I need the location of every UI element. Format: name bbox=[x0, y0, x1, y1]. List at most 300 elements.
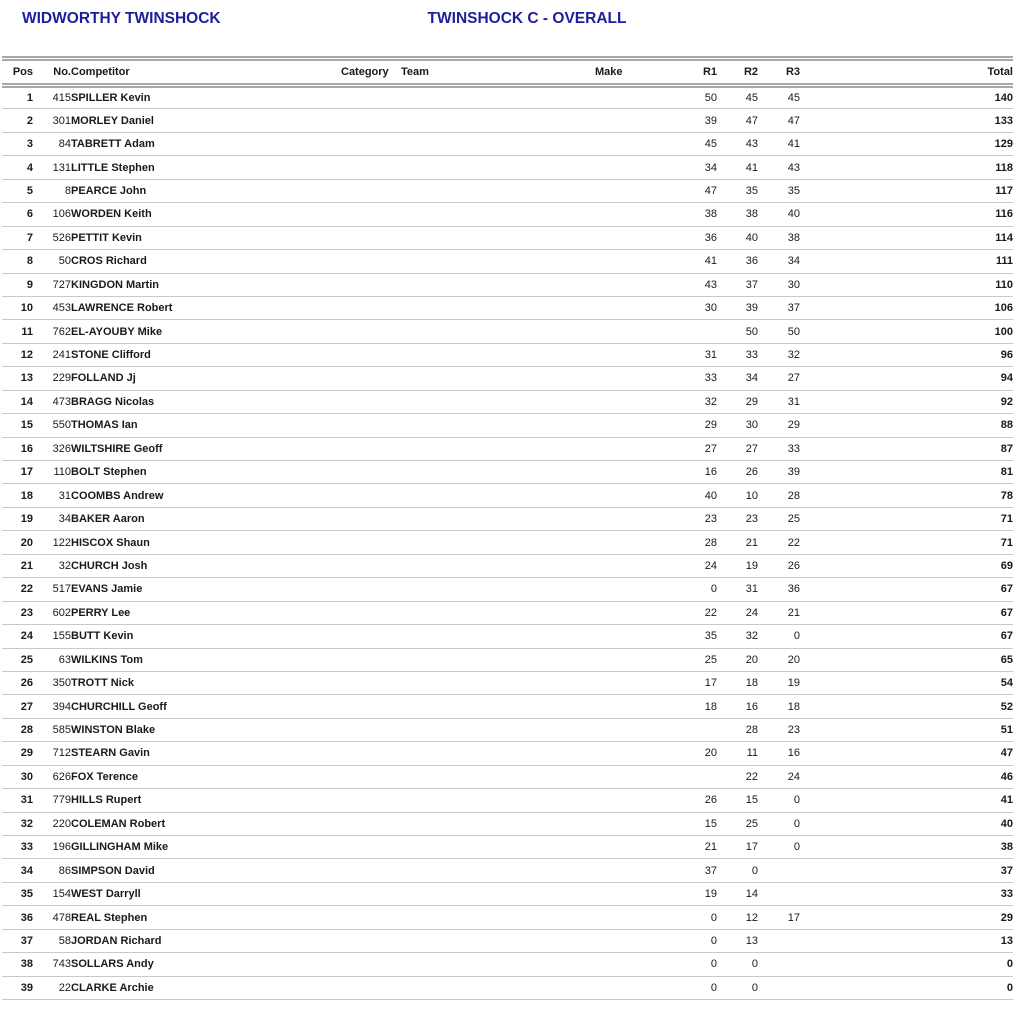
total-cell: 111 bbox=[800, 250, 1013, 273]
category-cell bbox=[341, 390, 401, 413]
r1-cell: 18 bbox=[660, 695, 717, 718]
pos-cell: 16 bbox=[2, 437, 33, 460]
r2-cell: 25 bbox=[717, 812, 758, 835]
table-row bbox=[2, 882, 1013, 905]
number-cell: 453 bbox=[33, 296, 71, 319]
pos-cell: 28 bbox=[2, 718, 33, 741]
r3-cell: 33 bbox=[758, 437, 800, 460]
pos-cell: 17 bbox=[2, 461, 33, 484]
category-cell bbox=[341, 414, 401, 437]
table-row bbox=[2, 859, 1013, 882]
total-cell: 116 bbox=[800, 203, 1013, 226]
column-header-r3: R3 bbox=[758, 59, 800, 86]
r2-cell: 17 bbox=[717, 836, 758, 859]
r3-cell: 37 bbox=[758, 296, 800, 319]
r3-cell: 26 bbox=[758, 554, 800, 577]
category-cell bbox=[341, 929, 401, 952]
r2-cell: 47 bbox=[717, 109, 758, 132]
competitor-cell: FOLLAND Jj bbox=[71, 367, 341, 390]
table-row bbox=[2, 226, 1013, 249]
make-cell bbox=[595, 836, 660, 859]
make-cell bbox=[595, 789, 660, 812]
competitor-cell: CHURCH Josh bbox=[71, 554, 341, 577]
table-row bbox=[2, 531, 1013, 554]
pos-cell: 30 bbox=[2, 765, 33, 788]
team-cell bbox=[401, 531, 595, 554]
table-row bbox=[2, 718, 1013, 741]
number-cell: 131 bbox=[33, 156, 71, 179]
number-cell: 743 bbox=[33, 953, 71, 976]
r2-cell: 16 bbox=[717, 695, 758, 718]
category-cell bbox=[341, 718, 401, 741]
r2-cell: 24 bbox=[717, 601, 758, 624]
r1-cell: 0 bbox=[660, 976, 717, 999]
pos-cell: 29 bbox=[2, 742, 33, 765]
pos-cell: 8 bbox=[2, 250, 33, 273]
r1-cell: 23 bbox=[660, 507, 717, 530]
pos-cell: 13 bbox=[2, 367, 33, 390]
table-row bbox=[2, 343, 1013, 366]
competitor-cell: CLARKE Archie bbox=[71, 976, 341, 999]
category-cell bbox=[341, 484, 401, 507]
total-cell: 100 bbox=[800, 320, 1013, 343]
competitor-cell: TABRETT Adam bbox=[71, 132, 341, 155]
r3-cell bbox=[758, 953, 800, 976]
r2-cell: 22 bbox=[717, 765, 758, 788]
category-cell bbox=[341, 648, 401, 671]
make-cell bbox=[595, 390, 660, 413]
make-cell bbox=[595, 671, 660, 694]
r3-cell: 25 bbox=[758, 507, 800, 530]
category-cell bbox=[341, 437, 401, 460]
total-cell: 114 bbox=[800, 226, 1013, 249]
r3-cell: 17 bbox=[758, 906, 800, 929]
category-cell bbox=[341, 554, 401, 577]
r3-cell: 0 bbox=[758, 836, 800, 859]
make-cell bbox=[595, 273, 660, 296]
team-cell bbox=[401, 156, 595, 179]
competitor-cell: SOLLARS Andy bbox=[71, 953, 341, 976]
pos-cell: 20 bbox=[2, 531, 33, 554]
make-cell bbox=[595, 812, 660, 835]
make-cell bbox=[595, 86, 660, 109]
make-cell bbox=[595, 625, 660, 648]
team-cell bbox=[401, 437, 595, 460]
table-row bbox=[2, 953, 1013, 976]
pos-cell: 33 bbox=[2, 836, 33, 859]
table-row bbox=[2, 648, 1013, 671]
pos-cell: 10 bbox=[2, 296, 33, 319]
total-cell: 0 bbox=[800, 976, 1013, 999]
pos-cell: 32 bbox=[2, 812, 33, 835]
team-cell bbox=[401, 203, 595, 226]
competitor-cell: BUTT Kevin bbox=[71, 625, 341, 648]
pos-cell: 15 bbox=[2, 414, 33, 437]
r3-cell: 50 bbox=[758, 320, 800, 343]
number-cell: 154 bbox=[33, 882, 71, 905]
r2-cell: 50 bbox=[717, 320, 758, 343]
r3-cell: 27 bbox=[758, 367, 800, 390]
column-header-total: Total bbox=[800, 59, 1013, 86]
r3-cell: 16 bbox=[758, 742, 800, 765]
category-cell bbox=[341, 226, 401, 249]
competitor-cell: WORDEN Keith bbox=[71, 203, 341, 226]
pos-cell: 35 bbox=[2, 882, 33, 905]
table-row bbox=[2, 906, 1013, 929]
category-cell bbox=[341, 343, 401, 366]
pos-cell: 18 bbox=[2, 484, 33, 507]
total-cell: 67 bbox=[800, 601, 1013, 624]
competitor-cell: COLEMAN Robert bbox=[71, 812, 341, 835]
make-cell bbox=[595, 296, 660, 319]
r2-cell: 20 bbox=[717, 648, 758, 671]
pos-cell: 26 bbox=[2, 671, 33, 694]
r2-cell: 13 bbox=[717, 929, 758, 952]
team-cell bbox=[401, 86, 595, 109]
sheet-title: TWINSHOCK C - OVERALL bbox=[427, 10, 627, 27]
r2-cell: 14 bbox=[717, 882, 758, 905]
r1-cell: 25 bbox=[660, 648, 717, 671]
total-cell: 37 bbox=[800, 859, 1013, 882]
table-row bbox=[2, 929, 1013, 952]
category-cell bbox=[341, 507, 401, 530]
make-cell bbox=[595, 929, 660, 952]
table-row bbox=[2, 179, 1013, 202]
table-row bbox=[2, 132, 1013, 155]
make-cell bbox=[595, 718, 660, 741]
team-cell bbox=[401, 953, 595, 976]
number-cell: 602 bbox=[33, 601, 71, 624]
column-header-r1: R1 bbox=[660, 59, 717, 86]
number-cell: 550 bbox=[33, 414, 71, 437]
competitor-cell: BAKER Aaron bbox=[71, 507, 341, 530]
total-cell: 88 bbox=[800, 414, 1013, 437]
total-cell: 78 bbox=[800, 484, 1013, 507]
competitor-cell: REAL Stephen bbox=[71, 906, 341, 929]
category-cell bbox=[341, 461, 401, 484]
competitor-cell: THOMAS Ian bbox=[71, 414, 341, 437]
number-cell: 58 bbox=[33, 929, 71, 952]
r2-cell: 27 bbox=[717, 437, 758, 460]
r1-cell: 50 bbox=[660, 86, 717, 109]
table-row bbox=[2, 765, 1013, 788]
total-cell: 140 bbox=[800, 86, 1013, 109]
team-cell bbox=[401, 390, 595, 413]
number-cell: 32 bbox=[33, 554, 71, 577]
r2-cell: 10 bbox=[717, 484, 758, 507]
r2-cell: 18 bbox=[717, 671, 758, 694]
r2-cell: 11 bbox=[717, 742, 758, 765]
competitor-cell: JORDAN Richard bbox=[71, 929, 341, 952]
header-row bbox=[2, 59, 1013, 86]
r1-cell: 40 bbox=[660, 484, 717, 507]
team-cell bbox=[401, 250, 595, 273]
table-row bbox=[2, 836, 1013, 859]
number-cell: 196 bbox=[33, 836, 71, 859]
team-cell bbox=[401, 648, 595, 671]
total-cell: 133 bbox=[800, 109, 1013, 132]
r1-cell: 21 bbox=[660, 836, 717, 859]
r1-cell: 35 bbox=[660, 625, 717, 648]
number-cell: 415 bbox=[33, 86, 71, 109]
make-cell bbox=[595, 414, 660, 437]
competitor-cell: COOMBS Andrew bbox=[71, 484, 341, 507]
pos-cell: 3 bbox=[2, 132, 33, 155]
competitor-cell: SPILLER Kevin bbox=[71, 86, 341, 109]
make-cell bbox=[595, 601, 660, 624]
r1-cell: 0 bbox=[660, 578, 717, 601]
r3-cell: 35 bbox=[758, 179, 800, 202]
make-cell bbox=[595, 250, 660, 273]
pos-cell: 1 bbox=[2, 86, 33, 109]
column-header-category: Category bbox=[341, 59, 401, 86]
r1-cell: 0 bbox=[660, 953, 717, 976]
r1-cell: 47 bbox=[660, 179, 717, 202]
r3-cell: 22 bbox=[758, 531, 800, 554]
r3-cell: 32 bbox=[758, 343, 800, 366]
team-cell bbox=[401, 882, 595, 905]
team-cell bbox=[401, 554, 595, 577]
category-cell bbox=[341, 250, 401, 273]
team-cell bbox=[401, 484, 595, 507]
pos-cell: 25 bbox=[2, 648, 33, 671]
column-header-number: No. bbox=[33, 59, 71, 86]
team-cell bbox=[401, 836, 595, 859]
table-row bbox=[2, 156, 1013, 179]
make-cell bbox=[595, 437, 660, 460]
competitor-cell: PEARCE John bbox=[71, 179, 341, 202]
pos-cell: 37 bbox=[2, 929, 33, 952]
total-cell: 117 bbox=[800, 179, 1013, 202]
total-cell: 67 bbox=[800, 578, 1013, 601]
table-row bbox=[2, 203, 1013, 226]
r1-cell: 28 bbox=[660, 531, 717, 554]
make-cell bbox=[595, 882, 660, 905]
table-row bbox=[2, 554, 1013, 577]
team-cell bbox=[401, 296, 595, 319]
r2-cell: 15 bbox=[717, 789, 758, 812]
number-cell: 727 bbox=[33, 273, 71, 296]
column-header-r2: R2 bbox=[717, 59, 758, 86]
team-cell bbox=[401, 929, 595, 952]
r1-cell: 15 bbox=[660, 812, 717, 835]
make-cell bbox=[595, 742, 660, 765]
team-cell bbox=[401, 601, 595, 624]
table-row bbox=[2, 461, 1013, 484]
r1-cell bbox=[660, 765, 717, 788]
number-cell: 350 bbox=[33, 671, 71, 694]
r2-cell: 34 bbox=[717, 367, 758, 390]
pos-cell: 7 bbox=[2, 226, 33, 249]
pos-cell: 14 bbox=[2, 390, 33, 413]
table-row bbox=[2, 390, 1013, 413]
number-cell: 110 bbox=[33, 461, 71, 484]
competitor-cell: PETTIT Kevin bbox=[71, 226, 341, 249]
competitor-cell: KINGDON Martin bbox=[71, 273, 341, 296]
team-cell bbox=[401, 578, 595, 601]
r2-cell: 21 bbox=[717, 531, 758, 554]
total-cell: 81 bbox=[800, 461, 1013, 484]
make-cell bbox=[595, 765, 660, 788]
number-cell: 229 bbox=[33, 367, 71, 390]
competitor-cell: WEST Darryll bbox=[71, 882, 341, 905]
r2-cell: 35 bbox=[717, 179, 758, 202]
pos-cell: 9 bbox=[2, 273, 33, 296]
team-cell bbox=[401, 343, 595, 366]
r1-cell: 43 bbox=[660, 273, 717, 296]
r3-cell: 0 bbox=[758, 625, 800, 648]
number-cell: 84 bbox=[33, 132, 71, 155]
r2-cell: 29 bbox=[717, 390, 758, 413]
pos-cell: 39 bbox=[2, 976, 33, 999]
make-cell bbox=[595, 109, 660, 132]
team-cell bbox=[401, 109, 595, 132]
pos-cell: 34 bbox=[2, 859, 33, 882]
total-cell: 94 bbox=[800, 367, 1013, 390]
number-cell: 712 bbox=[33, 742, 71, 765]
r2-cell: 30 bbox=[717, 414, 758, 437]
total-cell: 51 bbox=[800, 718, 1013, 741]
team-cell bbox=[401, 226, 595, 249]
category-cell bbox=[341, 742, 401, 765]
r1-cell bbox=[660, 320, 717, 343]
number-cell: 122 bbox=[33, 531, 71, 554]
competitor-cell: BOLT Stephen bbox=[71, 461, 341, 484]
r1-cell: 41 bbox=[660, 250, 717, 273]
table-row bbox=[2, 812, 1013, 835]
r1-cell: 29 bbox=[660, 414, 717, 437]
category-cell bbox=[341, 789, 401, 812]
r1-cell: 37 bbox=[660, 859, 717, 882]
competitor-cell: HISCOX Shaun bbox=[71, 531, 341, 554]
total-cell: 41 bbox=[800, 789, 1013, 812]
r3-cell bbox=[758, 859, 800, 882]
number-cell: 779 bbox=[33, 789, 71, 812]
table-row bbox=[2, 671, 1013, 694]
r3-cell: 34 bbox=[758, 250, 800, 273]
number-cell: 31 bbox=[33, 484, 71, 507]
r1-cell: 31 bbox=[660, 343, 717, 366]
team-cell bbox=[401, 132, 595, 155]
table-row bbox=[2, 109, 1013, 132]
r1-cell: 20 bbox=[660, 742, 717, 765]
r2-cell: 31 bbox=[717, 578, 758, 601]
number-cell: 34 bbox=[33, 507, 71, 530]
r3-cell: 20 bbox=[758, 648, 800, 671]
pos-cell: 5 bbox=[2, 179, 33, 202]
r1-cell: 34 bbox=[660, 156, 717, 179]
r2-cell: 0 bbox=[717, 976, 758, 999]
pos-cell: 2 bbox=[2, 109, 33, 132]
competitor-cell: CROS Richard bbox=[71, 250, 341, 273]
r3-cell: 36 bbox=[758, 578, 800, 601]
total-cell: 129 bbox=[800, 132, 1013, 155]
team-cell bbox=[401, 320, 595, 343]
total-cell: 46 bbox=[800, 765, 1013, 788]
table-row bbox=[2, 695, 1013, 718]
r3-cell: 0 bbox=[758, 812, 800, 835]
number-cell: 50 bbox=[33, 250, 71, 273]
r1-cell: 26 bbox=[660, 789, 717, 812]
make-cell bbox=[595, 906, 660, 929]
total-cell: 71 bbox=[800, 531, 1013, 554]
r3-cell bbox=[758, 929, 800, 952]
category-cell bbox=[341, 836, 401, 859]
team-cell bbox=[401, 367, 595, 390]
team-cell bbox=[401, 812, 595, 835]
competitor-cell: HILLS Rupert bbox=[71, 789, 341, 812]
team-cell bbox=[401, 859, 595, 882]
category-cell bbox=[341, 976, 401, 999]
category-cell bbox=[341, 953, 401, 976]
number-cell: 301 bbox=[33, 109, 71, 132]
column-header-make: Make bbox=[595, 59, 660, 86]
team-cell bbox=[401, 414, 595, 437]
r1-cell: 32 bbox=[660, 390, 717, 413]
table-row bbox=[2, 601, 1013, 624]
r3-cell: 0 bbox=[758, 789, 800, 812]
total-cell: 29 bbox=[800, 906, 1013, 929]
table-row bbox=[2, 86, 1013, 109]
make-cell bbox=[595, 554, 660, 577]
r3-cell: 28 bbox=[758, 484, 800, 507]
r2-cell: 40 bbox=[717, 226, 758, 249]
table-row bbox=[2, 789, 1013, 812]
number-cell: 326 bbox=[33, 437, 71, 460]
category-cell bbox=[341, 601, 401, 624]
competitor-cell: LITTLE Stephen bbox=[71, 156, 341, 179]
category-cell bbox=[341, 531, 401, 554]
table-row bbox=[2, 414, 1013, 437]
team-cell bbox=[401, 625, 595, 648]
r1-cell: 22 bbox=[660, 601, 717, 624]
team-cell bbox=[401, 742, 595, 765]
column-header-competitor: Competitor bbox=[71, 59, 341, 86]
competitor-cell: WINSTON Blake bbox=[71, 718, 341, 741]
make-cell bbox=[595, 484, 660, 507]
number-cell: 762 bbox=[33, 320, 71, 343]
r2-cell: 39 bbox=[717, 296, 758, 319]
number-cell: 585 bbox=[33, 718, 71, 741]
results-table bbox=[2, 56, 1013, 1000]
number-cell: 8 bbox=[33, 179, 71, 202]
competitor-cell: STONE Clifford bbox=[71, 343, 341, 366]
total-cell: 92 bbox=[800, 390, 1013, 413]
table-row bbox=[2, 273, 1013, 296]
category-cell bbox=[341, 132, 401, 155]
r2-cell: 37 bbox=[717, 273, 758, 296]
competitor-cell: LAWRENCE Robert bbox=[71, 296, 341, 319]
make-cell bbox=[595, 695, 660, 718]
total-cell: 87 bbox=[800, 437, 1013, 460]
r3-cell bbox=[758, 976, 800, 999]
number-cell: 220 bbox=[33, 812, 71, 835]
total-cell: 118 bbox=[800, 156, 1013, 179]
table-row bbox=[2, 742, 1013, 765]
category-cell bbox=[341, 296, 401, 319]
table-row bbox=[2, 250, 1013, 273]
r1-cell: 19 bbox=[660, 882, 717, 905]
table-header bbox=[2, 59, 1013, 86]
total-cell: 54 bbox=[800, 671, 1013, 694]
r2-cell: 19 bbox=[717, 554, 758, 577]
competitor-cell: SIMPSON David bbox=[71, 859, 341, 882]
pos-cell: 12 bbox=[2, 343, 33, 366]
competitor-cell: GILLINGHAM Mike bbox=[71, 836, 341, 859]
number-cell: 86 bbox=[33, 859, 71, 882]
competitor-cell: BRAGG Nicolas bbox=[71, 390, 341, 413]
competitor-cell: WILKINS Tom bbox=[71, 648, 341, 671]
